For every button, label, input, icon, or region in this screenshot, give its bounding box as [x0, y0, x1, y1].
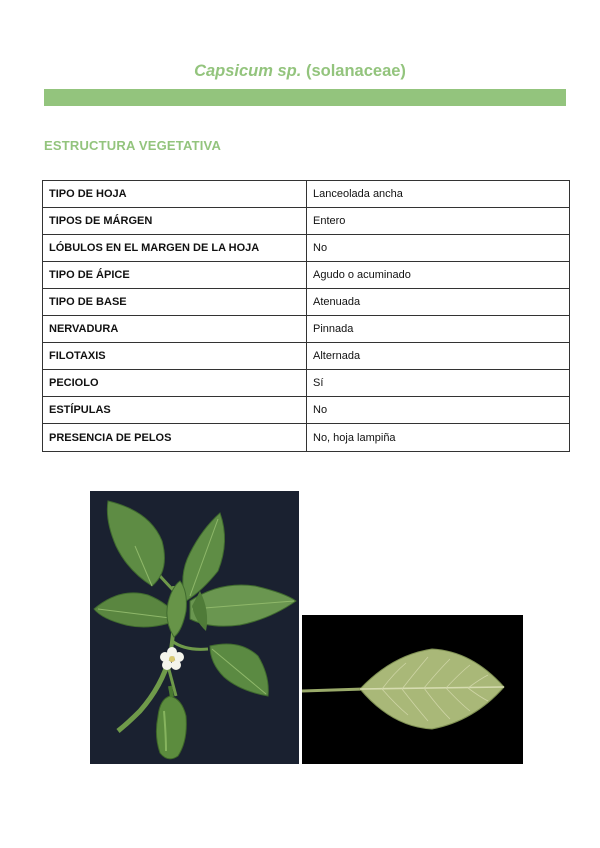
trait-label: NERVADURA — [43, 316, 307, 343]
table-row — [43, 370, 570, 397]
trait-label: LÓBULOS EN EL MARGEN DE LA HOJA — [43, 235, 307, 262]
trait-label: TIPO DE HOJA — [43, 181, 307, 208]
trait-value: No, hoja lampiña — [307, 424, 570, 452]
table-row — [43, 181, 570, 208]
table-row — [43, 397, 570, 424]
trait-label: PECIOLO — [43, 370, 307, 397]
title-underline-bar — [44, 89, 566, 106]
leaf-photo — [302, 615, 523, 764]
traits-table — [42, 180, 570, 452]
trait-value: Alternada — [307, 343, 570, 370]
trait-value: Lanceolada ancha — [307, 181, 570, 208]
table-row — [43, 289, 570, 316]
trait-label: ESTÍPULAS — [43, 397, 307, 424]
section-title: ESTRUCTURA VEGETATIVA — [44, 138, 222, 153]
trait-value: Entero — [307, 208, 570, 235]
page-title — [0, 62, 600, 81]
trait-value: Sí — [307, 370, 570, 397]
table-row — [43, 208, 570, 235]
table-row — [43, 316, 570, 343]
trait-label: TIPO DE ÁPICE — [43, 262, 307, 289]
trait-value: No — [307, 397, 570, 424]
table-row — [43, 262, 570, 289]
table-row — [43, 343, 570, 370]
trait-label: PRESENCIA DE PELOS — [43, 424, 307, 452]
trait-value: Atenuada — [307, 289, 570, 316]
plant-branch-photo — [90, 491, 299, 764]
title-genus: Capsicum sp. — [194, 62, 302, 80]
trait-label: FILOTAXIS — [43, 343, 307, 370]
table-row — [43, 424, 570, 452]
title-family: (solanaceae) — [305, 62, 406, 80]
table-row — [43, 235, 570, 262]
trait-label: TIPO DE BASE — [43, 289, 307, 316]
trait-value: No — [307, 235, 570, 262]
trait-value: Agudo o acuminado — [307, 262, 570, 289]
trait-label: TIPOS DE MÁRGEN — [43, 208, 307, 235]
trait-value: Pinnada — [307, 316, 570, 343]
